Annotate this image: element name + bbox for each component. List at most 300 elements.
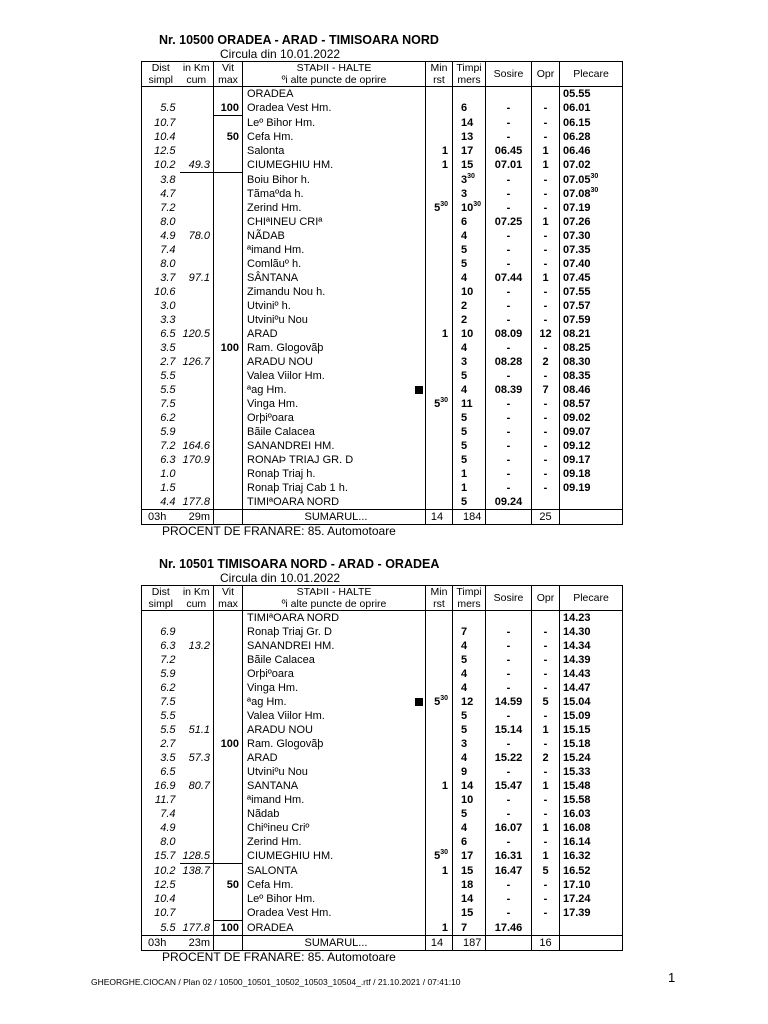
timp-mers-cell: 5 [453, 807, 486, 821]
header-row [142, 62, 623, 87]
min-rst-cell: 1 [426, 779, 453, 793]
table-row [142, 201, 623, 215]
min-rst-cell [426, 495, 453, 510]
summary-row [142, 510, 623, 525]
km-cell: 51.1 [180, 723, 214, 737]
timp-mers-cell: 14 [453, 892, 486, 906]
timp-mers-cell: 5 [453, 369, 486, 383]
min-rst-cell: 1 [426, 864, 453, 879]
dist-cell: 5.5 [142, 101, 180, 116]
km-cell [180, 892, 214, 906]
table-row [142, 765, 623, 779]
opr-cell: - [532, 130, 560, 144]
opr-cell [532, 611, 560, 626]
table-row [142, 243, 623, 257]
station-cell: CIUMEGHIU HM. [243, 158, 426, 173]
km-cell [180, 215, 214, 229]
plecare-cell: 06.46 [560, 144, 623, 158]
timp-mers-cell: 7 [453, 921, 486, 936]
opr-cell: - [532, 313, 560, 327]
vit-cell [214, 215, 243, 229]
opr-cell: - [532, 639, 560, 653]
opr-cell: - [532, 625, 560, 639]
station-cell: Orþiºoara [243, 411, 426, 425]
min-rst-cell [426, 835, 453, 849]
timp-mers-cell: 5 [453, 495, 486, 510]
km-cell [180, 144, 214, 158]
table-row [142, 878, 623, 892]
vit-cell: 100 [214, 921, 243, 936]
vit-cell [214, 369, 243, 383]
km-cell: 80.7 [180, 779, 214, 793]
km-cell: 177.8 [180, 921, 214, 936]
col-station: STAÞII - HALTE ºi alte puncte de oprire [243, 62, 426, 87]
min-rst-cell: $5^{30}$ [426, 201, 453, 215]
dist-cell: 3.0 [142, 299, 180, 313]
vit-cell [214, 187, 243, 201]
opr-cell [532, 495, 560, 510]
km-cell [180, 101, 214, 116]
station-cell: SALONTA [243, 864, 426, 879]
opr-cell: - [532, 835, 560, 849]
dist-cell: 5.5 [142, 921, 180, 936]
km-cell [180, 793, 214, 807]
dist-cell: 3.8 [142, 173, 180, 188]
vit-cell [214, 144, 243, 158]
station-cell: Ram. Glogovãþ [243, 341, 426, 355]
min-rst-cell: $5^{30}$ [426, 695, 453, 709]
sosire-cell: - [486, 229, 532, 243]
table-row [142, 723, 623, 737]
plecare-cell: 16.52 [560, 864, 623, 879]
opr-cell: 1 [532, 723, 560, 737]
dist-cell: 7.5 [142, 397, 180, 411]
station-cell: Cefa Hm. [243, 130, 426, 144]
dist-cell: 10.2 [142, 864, 180, 879]
col-km: in Km cum [180, 586, 214, 611]
station-cell: Zerind Hm. [243, 201, 426, 215]
braking-percent: PROCENT DE FRANARE: 85. Automotoare [162, 950, 396, 964]
col-timp: Timpi mers [453, 62, 486, 87]
station-cell: Cefa Hm. [243, 878, 426, 892]
sum-min: 14 [426, 510, 453, 525]
plecare-cell: 06.01 [560, 101, 623, 116]
vit-cell [214, 681, 243, 695]
station-cell: TIMIªOARA NORD [243, 495, 426, 510]
station-cell: ªimand Hm. [243, 243, 426, 257]
timp-mers-cell: 1 [453, 481, 486, 495]
dist-cell: 5.9 [142, 667, 180, 681]
col-plecare: Plecare [560, 586, 623, 611]
timp-mers-cell: 4 [453, 341, 486, 355]
dist-cell: 6.2 [142, 411, 180, 425]
sosire-cell: - [486, 369, 532, 383]
station-cell: Oradea Vest Hm. [243, 906, 426, 921]
table-row [142, 355, 623, 369]
station-cell: CIUMEGHIU HM. [243, 849, 426, 864]
table-row [142, 271, 623, 285]
opr-cell: 2 [532, 751, 560, 765]
vit-cell [214, 453, 243, 467]
min-rst-cell [426, 681, 453, 695]
km-cell: 78.0 [180, 229, 214, 243]
opr-cell: - [532, 243, 560, 257]
km-cell [180, 807, 214, 821]
min-rst-cell [426, 130, 453, 144]
plecare-cell: 07.02 [560, 158, 623, 173]
sosire-cell: 07.44 [486, 271, 532, 285]
station-cell: Salonta [243, 144, 426, 158]
dist-cell: 7.4 [142, 243, 180, 257]
timp-mers-cell: 5 [453, 653, 486, 667]
sosire-cell: 16.31 [486, 849, 532, 864]
km-cell [180, 243, 214, 257]
table-row [142, 313, 623, 327]
table-row [142, 453, 623, 467]
opr-cell: - [532, 397, 560, 411]
km-cell [180, 411, 214, 425]
timp-mers-cell: 15 [453, 906, 486, 921]
plecare-cell: 07.35 [560, 243, 623, 257]
plecare-cell: 17.39 [560, 906, 623, 921]
vit-cell [214, 495, 243, 510]
timp-mers-cell [453, 611, 486, 626]
timp-mers-cell: 1 [453, 467, 486, 481]
table-row [142, 849, 623, 864]
sosire-cell: 15.47 [486, 779, 532, 793]
sosire-cell: - [486, 892, 532, 906]
table-row [142, 481, 623, 495]
min-rst-cell [426, 425, 453, 439]
min-rst-cell [426, 369, 453, 383]
sosire-cell: - [486, 681, 532, 695]
plecare-cell: 06.15 [560, 116, 623, 131]
km-cell [180, 906, 214, 921]
opr-cell: - [532, 341, 560, 355]
min-rst-cell [426, 625, 453, 639]
sosire-cell: 07.25 [486, 215, 532, 229]
min-rst-cell: $5^{30}$ [426, 849, 453, 864]
stop-marker-icon [415, 698, 423, 706]
plecare-cell: 15.24 [560, 751, 623, 765]
station-cell: SANTANA [243, 779, 426, 793]
plecare-cell: 05.55 [560, 87, 623, 102]
km-cell: 13.2 [180, 639, 214, 653]
min-rst-cell: $5^{30}$ [426, 397, 453, 411]
opr-cell: - [532, 467, 560, 481]
timp-mers-cell: 15 [453, 864, 486, 879]
table-row [142, 341, 623, 355]
dist-cell: 16.9 [142, 779, 180, 793]
sosire-cell: - [486, 411, 532, 425]
sosire-cell: 08.28 [486, 355, 532, 369]
station-cell: Chiºineu Criº [243, 821, 426, 835]
min-rst-cell [426, 243, 453, 257]
dist-cell: 12.5 [142, 878, 180, 892]
plecare-cell: 15.09 [560, 709, 623, 723]
table-row [142, 144, 623, 158]
km-cell [180, 87, 214, 102]
station-cell: RONAÞ TRIAJ GR. D [243, 453, 426, 467]
timp-mers-cell: 5 [453, 425, 486, 439]
timp-mers-cell: 4 [453, 271, 486, 285]
timp-mers-cell: 2 [453, 313, 486, 327]
station-cell: Tãmaºda h. [243, 187, 426, 201]
sum-opr: 16 [532, 936, 560, 951]
table-row [142, 425, 623, 439]
table-row [142, 793, 623, 807]
vit-cell: 50 [214, 878, 243, 892]
dist-cell: 10.2 [142, 158, 180, 173]
km-cell [180, 625, 214, 639]
vit-cell [214, 481, 243, 495]
vit-cell [214, 611, 243, 626]
vit-cell: 50 [214, 130, 243, 144]
table-row [142, 158, 623, 173]
min-rst-cell [426, 906, 453, 921]
sosire-cell [486, 87, 532, 102]
sum-sosire [486, 510, 532, 525]
sosire-cell: - [486, 625, 532, 639]
station-cell: Ronaþ Triaj Gr. D [243, 625, 426, 639]
km-cell: 97.1 [180, 271, 214, 285]
vit-cell [214, 271, 243, 285]
vit-cell [214, 355, 243, 369]
sosire-cell: - [486, 201, 532, 215]
dist-cell: 11.7 [142, 793, 180, 807]
stop-marker-icon [415, 386, 423, 394]
timp-mers-cell: $3^{30}$ [453, 173, 486, 188]
station-cell: SANANDREI HM. [243, 639, 426, 653]
table-row [142, 327, 623, 341]
km-cell [180, 130, 214, 144]
table-row [142, 921, 623, 936]
table-row [142, 709, 623, 723]
km-cell [180, 313, 214, 327]
opr-cell: - [532, 737, 560, 751]
km-cell [180, 299, 214, 313]
plecare-cell: 07.19 [560, 201, 623, 215]
col-min: Min rst [426, 586, 453, 611]
dist-cell: 10.4 [142, 130, 180, 144]
opr-cell: - [532, 116, 560, 131]
km-cell: 57.3 [180, 751, 214, 765]
opr-cell: 1 [532, 779, 560, 793]
plecare-cell: 09.18 [560, 467, 623, 481]
table-row [142, 397, 623, 411]
timp-mers-cell: 4 [453, 667, 486, 681]
km-cell [180, 116, 214, 131]
opr-cell: - [532, 299, 560, 313]
km-cell: 126.7 [180, 355, 214, 369]
plecare-cell: 16.32 [560, 849, 623, 864]
plecare-cell: 15.33 [560, 765, 623, 779]
vit-cell [214, 201, 243, 215]
min-rst-cell [426, 87, 453, 102]
dist-cell: 6.9 [142, 625, 180, 639]
timetable-10501 [141, 557, 622, 964]
timp-mers-cell: 5 [453, 439, 486, 453]
km-cell [180, 878, 214, 892]
sosire-cell: - [486, 116, 532, 131]
station-cell: Leº Bihor Hm. [243, 116, 426, 131]
min-rst-cell [426, 439, 453, 453]
plecare-cell: 07.57 [560, 299, 623, 313]
plecare-cell: 16.03 [560, 807, 623, 821]
timp-mers-cell: 15 [453, 158, 486, 173]
col-km: in Km cum [180, 62, 214, 87]
dist-cell: 1.5 [142, 481, 180, 495]
km-cell [180, 201, 214, 215]
timp-mers-cell: 6 [453, 101, 486, 116]
table-row [142, 751, 623, 765]
station-cell: ARAD [243, 751, 426, 765]
min-rst-cell [426, 299, 453, 313]
vit-cell [214, 173, 243, 188]
timp-mers-cell: 6 [453, 835, 486, 849]
vit-cell [214, 116, 243, 131]
table-row [142, 215, 623, 229]
sosire-cell: 14.59 [486, 695, 532, 709]
table-row [142, 639, 623, 653]
station-cell: SÂNTANA [243, 271, 426, 285]
timp-mers-cell: 5 [453, 411, 486, 425]
opr-cell: 1 [532, 215, 560, 229]
station-cell: ORADEA [243, 921, 426, 936]
opr-cell: - [532, 101, 560, 116]
plecare-cell [560, 921, 623, 936]
plecare-cell: 09.12 [560, 439, 623, 453]
opr-cell: - [532, 285, 560, 299]
opr-cell: - [532, 173, 560, 188]
table-row [142, 257, 623, 271]
sosire-cell: 16.07 [486, 821, 532, 835]
plecare-cell: 15.48 [560, 779, 623, 793]
opr-cell: - [532, 257, 560, 271]
sum-label: SUMARUL... [243, 936, 426, 951]
sum-timp: 184 [453, 510, 486, 525]
sosire-cell: - [486, 709, 532, 723]
dist-cell: 10.6 [142, 285, 180, 299]
dist-cell: 6.5 [142, 327, 180, 341]
km-cell: 138.7 [180, 864, 214, 879]
sosire-cell: 06.45 [486, 144, 532, 158]
sum-plecare [560, 510, 623, 525]
opr-cell: - [532, 439, 560, 453]
table-row [142, 892, 623, 906]
sosire-cell: 08.09 [486, 327, 532, 341]
min-rst-cell [426, 116, 453, 131]
min-rst-cell [426, 285, 453, 299]
min-rst-cell [426, 453, 453, 467]
station-cell: Valea Viilor Hm. [243, 709, 426, 723]
table-row [142, 737, 623, 751]
vit-cell [214, 751, 243, 765]
vit-cell: 100 [214, 341, 243, 355]
header-row [142, 586, 623, 611]
dist-cell: 10.4 [142, 892, 180, 906]
station-cell: Nãdab [243, 807, 426, 821]
sosire-cell: - [486, 101, 532, 116]
min-rst-cell [426, 821, 453, 835]
vit-cell [214, 411, 243, 425]
dist-cell: 3.3 [142, 313, 180, 327]
opr-cell: - [532, 878, 560, 892]
opr-cell: 1 [532, 849, 560, 864]
km-cell [180, 653, 214, 667]
plecare-cell: 15.04 [560, 695, 623, 709]
dist-cell: 6.3 [142, 453, 180, 467]
dist-cell: 3.5 [142, 341, 180, 355]
timp-mers-cell: 10 [453, 793, 486, 807]
circula-date: Circula din 10.01.2022 [220, 47, 341, 61]
plecare-cell: 16.08 [560, 821, 623, 835]
min-rst-cell [426, 611, 453, 626]
station-cell: ARADU NOU [243, 723, 426, 737]
km-cell: 164.6 [180, 439, 214, 453]
sosire-cell: 09.24 [486, 495, 532, 510]
sosire-cell: 17.46 [486, 921, 532, 936]
dist-cell: 5.5 [142, 709, 180, 723]
plecare-cell: 07.26 [560, 215, 623, 229]
opr-cell: - [532, 201, 560, 215]
min-rst-cell: 1 [426, 144, 453, 158]
opr-cell: 1 [532, 271, 560, 285]
vit-cell [214, 892, 243, 906]
vit-cell [214, 793, 243, 807]
dist-cell: 8.0 [142, 215, 180, 229]
sum-opr: 25 [532, 510, 560, 525]
min-rst-cell [426, 653, 453, 667]
timp-mers-cell: 17 [453, 849, 486, 864]
dist-cell: 8.0 [142, 257, 180, 271]
plecare-cell: 08.46 [560, 383, 623, 397]
opr-cell: 1 [532, 158, 560, 173]
plecare-cell: 08.30 [560, 355, 623, 369]
vit-cell [214, 906, 243, 921]
plecare-cell: 08.35 [560, 369, 623, 383]
col-timp: Timpi mers [453, 586, 486, 611]
dist-cell: 15.7 [142, 849, 180, 864]
vit-cell [214, 467, 243, 481]
table-row [142, 807, 623, 821]
opr-cell: - [532, 892, 560, 906]
sosire-cell: - [486, 793, 532, 807]
plecare-cell: 07.08$^{30}$ [560, 187, 623, 201]
dist-cell: 6.2 [142, 681, 180, 695]
table-row [142, 173, 623, 188]
sosire-cell: - [486, 807, 532, 821]
sosire-cell: - [486, 467, 532, 481]
dist-cell: 4.9 [142, 821, 180, 835]
vit-cell [214, 653, 243, 667]
sosire-cell: - [486, 299, 532, 313]
opr-cell: 2 [532, 355, 560, 369]
km-cell [180, 285, 214, 299]
sosire-cell: - [486, 257, 532, 271]
plecare-cell: 15.58 [560, 793, 623, 807]
sosire-cell: - [486, 835, 532, 849]
plecare-cell: 15.15 [560, 723, 623, 737]
vit-cell [214, 695, 243, 709]
station-cell: Ronaþ Triaj Cab 1 h. [243, 481, 426, 495]
timp-mers-cell: 10 [453, 327, 486, 341]
dist-cell: 3.5 [142, 751, 180, 765]
min-rst-cell [426, 383, 453, 397]
vit-cell [214, 299, 243, 313]
timetable-body [142, 611, 623, 936]
sosire-cell: 16.47 [486, 864, 532, 879]
